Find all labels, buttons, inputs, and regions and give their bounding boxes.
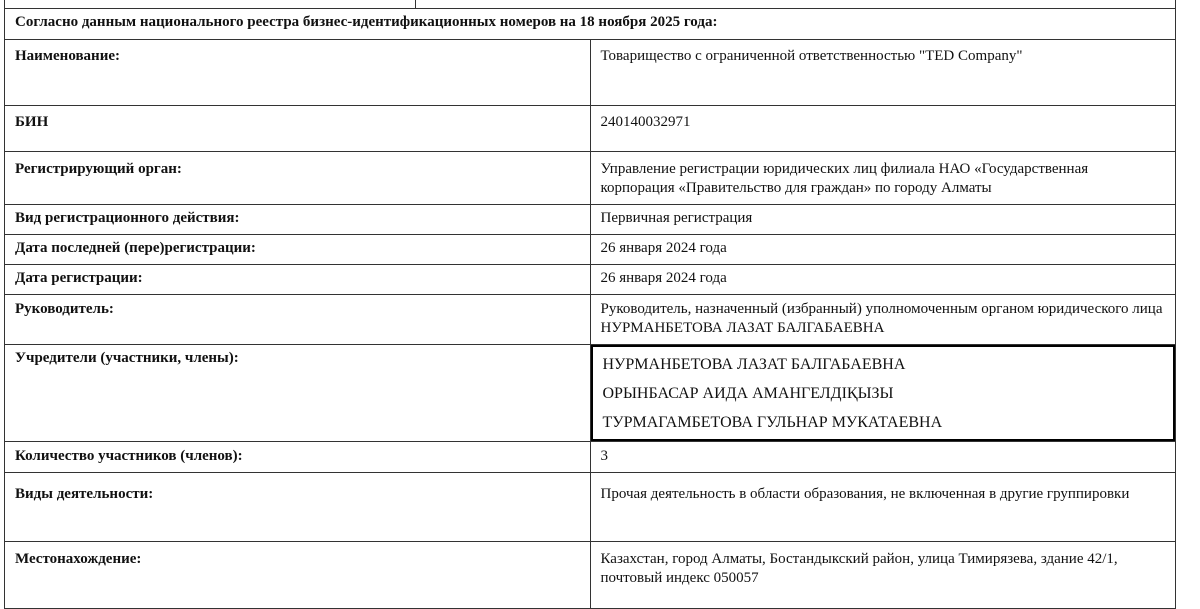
value-activity: Прочая деятельность в области образования, не включенная в другие группировки xyxy=(590,473,1176,542)
director-role: Руководитель, назначенный (избранный) уполномоченным органом юридического лица xyxy=(600,301,1163,317)
table-row xyxy=(5,345,1176,442)
value-registration-action: Первичная регистрация xyxy=(590,205,1176,235)
table-row xyxy=(5,442,1176,473)
founder-item: ОРЫНБАСАР АИДА АМАНГЕЛДІҚЫЗЫ xyxy=(602,385,894,402)
header-row xyxy=(5,9,1176,40)
founder-item: ТУРМАГАМБЕТОВА ГУЛЬНАР МУКАТАЕВНА xyxy=(602,414,943,431)
value-location: Казахстан, город Алматы, Бостандыкский район, улица Тимирязева, здание 42/1, почтовый индекс 050057 xyxy=(590,542,1176,609)
value-last-reregistration-date: 26 января 2024 года xyxy=(590,235,1176,265)
table-row xyxy=(5,152,1176,205)
founder-item: НУРМАНБЕТОВА ЛАЗАТ БАЛГАБАЕВНА xyxy=(602,356,906,373)
registry-table xyxy=(4,8,1176,609)
value-bin: 240140032971 xyxy=(590,106,1176,152)
label-registration-date: Дата регистрации: xyxy=(5,265,591,295)
table-row xyxy=(5,473,1176,542)
table-row xyxy=(5,205,1176,235)
label-member-count: Количество участников (членов): xyxy=(5,442,591,473)
value-registering-authority: Управление регистрации юридических лиц филиала НАО «Государственная корпорация «Правительство для граждан» по городу Алматы xyxy=(590,152,1176,205)
founders-list xyxy=(591,345,1176,441)
label-bin: БИН xyxy=(5,106,591,152)
value-registration-date: 26 января 2024 года xyxy=(590,265,1176,295)
registry-header: Согласно данным национального реестра бизнес-идентификационных номеров на 18 ноября 2025 года: xyxy=(5,9,1176,40)
value-founders xyxy=(590,345,1176,442)
table-row xyxy=(5,542,1176,609)
value-member-count: 3 xyxy=(590,442,1176,473)
label-last-reregistration-date: Дата последней (пере)регистрации: xyxy=(5,235,591,265)
label-registration-action: Вид регистрационного действия: xyxy=(5,205,591,235)
value-name: Товарищество с ограниченной ответственностью "TED Company" xyxy=(590,40,1176,106)
table-row xyxy=(5,40,1176,106)
label-location: Местонахождение: xyxy=(5,542,591,609)
label-activity: Виды деятельности: xyxy=(5,473,591,542)
label-registering-authority: Регистрирующий орган: xyxy=(5,152,591,205)
label-founders: Учредители (участники, члены): xyxy=(5,345,591,442)
director-name: НУРМАНБЕТОВА ЛАЗАТ БАЛГАБАЕВНА xyxy=(600,320,885,336)
table-row xyxy=(5,295,1176,345)
table-top-stub xyxy=(4,0,1176,8)
value-director xyxy=(590,295,1176,345)
table-row xyxy=(5,106,1176,152)
table-row xyxy=(5,235,1176,265)
table-row xyxy=(5,265,1176,295)
label-director: Руководитель: xyxy=(5,295,591,345)
label-name: Наименование: xyxy=(5,40,591,106)
